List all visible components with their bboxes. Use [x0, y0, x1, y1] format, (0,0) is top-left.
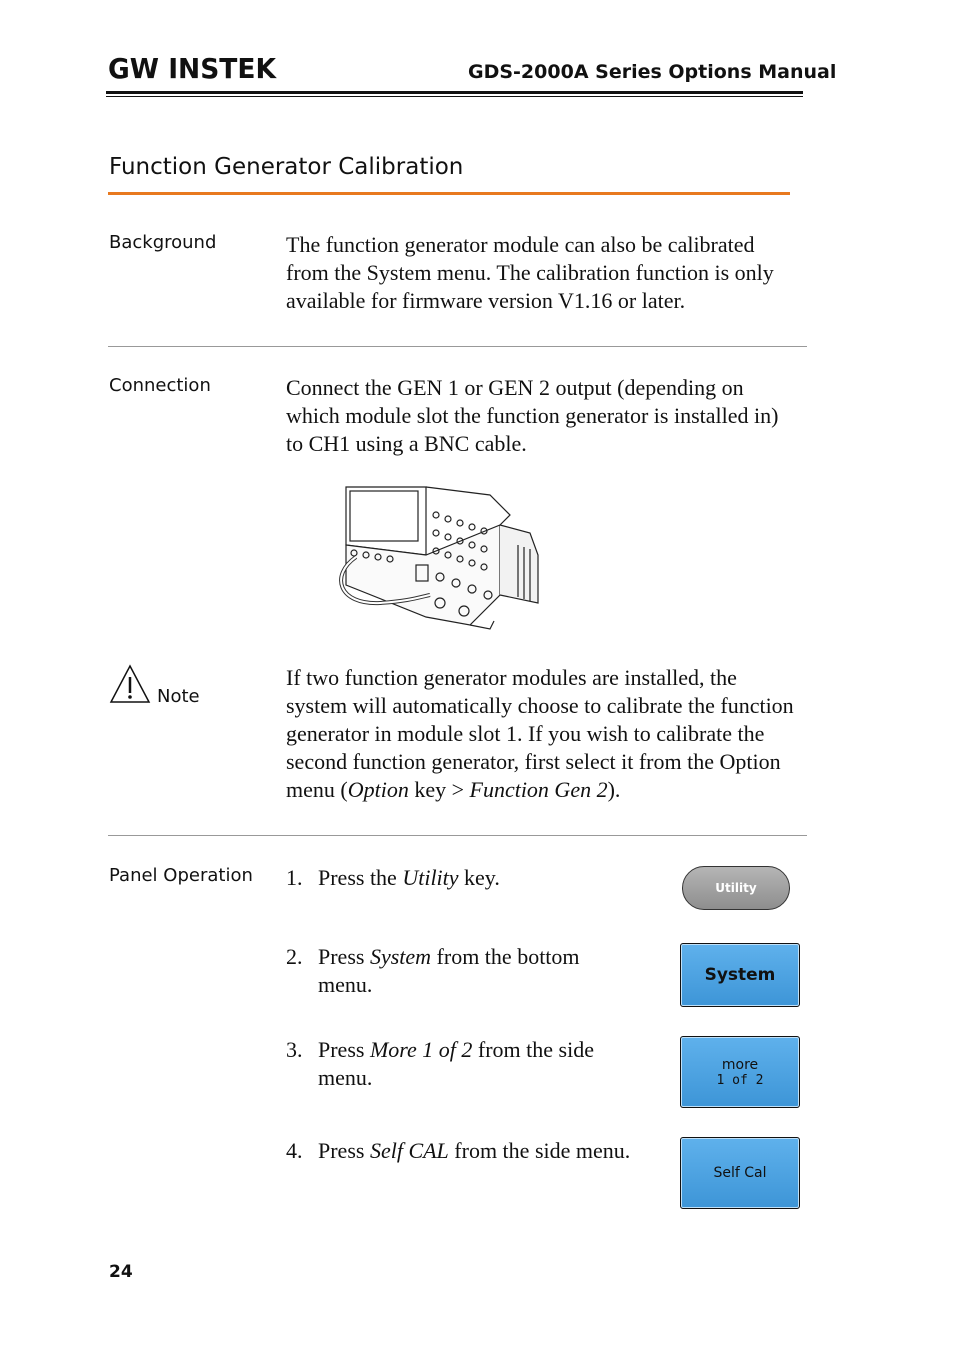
manual-title: GDS-2000A Series Options Manual [468, 61, 837, 83]
step-3: 3. Press More 1 of 2 from the side menu. [286, 1037, 594, 1090]
note-text: If two function generator modules are installed, the system will automatically choose to calibrate the function generator in module slot 1. If you wish to calibrate the second function generator, first select it from the Option menu (Option key > Function Gen 2). [286, 665, 794, 802]
header-rule [106, 91, 803, 94]
section-title-underline [108, 192, 790, 195]
connection-text: Connect the GEN 1 or GEN 2 output (depending on which module slot the function generator is installed in) to CH1 using a BNC cable. [286, 375, 779, 456]
more-label: more [721, 1056, 759, 1073]
connection-label: Connection [109, 375, 211, 396]
step-4: 4. Press Self CAL from the side menu. [286, 1138, 631, 1163]
row-divider [108, 346, 807, 347]
self-cal-softkey[interactable]: Self Cal [680, 1137, 800, 1209]
page-number: 24 [109, 1262, 133, 1282]
gw-instek-logo [108, 54, 278, 82]
system-softkey[interactable]: System [680, 943, 800, 1007]
section-title: Function Generator Calibration [109, 154, 464, 180]
background-text: The function generator module can also be calibrated from the System menu. The calibration function is only available for firmware version V1.16 or later. [286, 232, 774, 313]
more-1-of-2-softkey[interactable] [680, 1036, 800, 1108]
step-1: 1. Press the Utility key. [286, 865, 500, 890]
utility-key[interactable]: Utility [682, 866, 790, 910]
warning-triangle-icon [109, 664, 151, 704]
row-divider [108, 835, 807, 836]
background-label: Background [109, 232, 217, 253]
header-rule-thin [106, 96, 803, 97]
note-label: Note [157, 686, 200, 707]
step-2: 2. Press System from the bottom menu. [286, 944, 580, 997]
page-indicator: 1 of 2 [716, 1072, 764, 1088]
svg-text:GW INSTEK: GW INSTEK [108, 54, 278, 82]
oscilloscope-bnc-connection-illustration [290, 485, 550, 635]
panel-operation-label: Panel Operation [109, 865, 253, 886]
